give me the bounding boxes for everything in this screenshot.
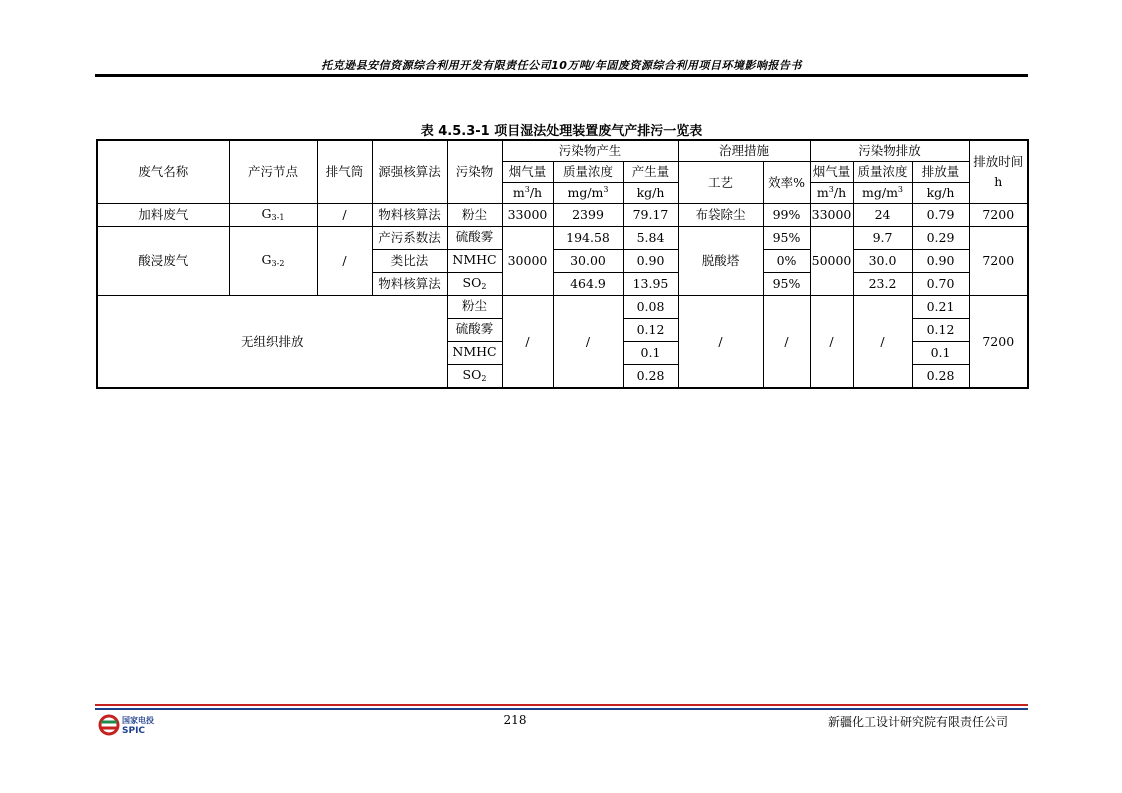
header-treatment: 治理措施 — [678, 140, 810, 162]
table-title: 表 4.5.3-1 项目湿法处理装置废气产排污一览表 — [420, 124, 703, 139]
header-prod-flow-unit: $m^3/h$ — [502, 183, 553, 204]
cell-emi-conc: / — [853, 296, 912, 389]
cell-pollutant: 硫酸雾 — [447, 319, 502, 342]
cell-stack: / — [317, 204, 372, 227]
cell-emi-flow: / — [810, 296, 853, 389]
cell-hours: 7200 — [969, 227, 1028, 296]
cell-prod-amount: 5.84 — [623, 227, 678, 250]
cell-process: 布袋除尘 — [678, 204, 763, 227]
cell-pollutant: 粉尘 — [447, 296, 502, 319]
cell-gas-name: 酸浸废气 — [97, 227, 229, 296]
header-emi-conc: 质量浓度 — [853, 162, 912, 183]
page-number: 218 — [503, 713, 527, 727]
cell-efficiency: 99% — [763, 204, 810, 227]
cell-hours: 7200 — [969, 296, 1028, 389]
cell-prod-amount: 0.90 — [623, 250, 678, 273]
header-emi-flow-unit: $m^3/h$ — [810, 183, 853, 204]
cell-prod-conc: 30.00 — [553, 250, 623, 273]
header-stack: 排气筒 — [317, 140, 372, 204]
cell-prod-amount: 13.95 — [623, 273, 678, 296]
cell-pollutant: SO2 — [447, 273, 502, 296]
cell-prod-amount: 0.28 — [623, 365, 678, 389]
cell-emi-conc: 9.7 — [853, 227, 912, 250]
header-pollutant: 污染物 — [447, 140, 502, 204]
cell-efficiency: 95% — [763, 273, 810, 296]
table-row — [97, 227, 1028, 250]
cell-emi-amount: 0.90 — [912, 250, 969, 273]
cell-emi-amount: 0.29 — [912, 227, 969, 250]
cell-node: G3-2 — [229, 227, 317, 296]
cell-method: 产污系数法 — [372, 227, 447, 250]
cell-method: 物料核算法 — [372, 204, 447, 227]
cell-prod-conc: / — [553, 296, 623, 389]
cell-emi-flow: 50000 — [810, 227, 853, 296]
header-method: 源强核算法 — [372, 140, 447, 204]
cell-prod-amount: 79.17 — [623, 204, 678, 227]
header-row-1 — [97, 140, 1028, 162]
cell-prod-amount: 0.1 — [623, 342, 678, 365]
cell-gas-name: 加料废气 — [97, 204, 229, 227]
cell-pollutant: 粉尘 — [447, 204, 502, 227]
table-row — [97, 296, 1028, 319]
cell-prod-conc: 464.9 — [553, 273, 623, 296]
cell-prod-flow: 33000 — [502, 204, 553, 227]
cell-emi-conc: 24 — [853, 204, 912, 227]
cell-prod-flow: 30000 — [502, 227, 553, 296]
header-emi-flow: 烟气量 — [810, 162, 853, 183]
cell-prod-amount: 0.12 — [623, 319, 678, 342]
table-row — [97, 204, 1028, 227]
cell-pollutant: NMHC — [447, 250, 502, 273]
footer-rule-blue — [95, 708, 1028, 710]
logo-cn-text: 国家电投 — [122, 716, 154, 725]
cell-emi-amount: 0.21 — [912, 296, 969, 319]
header-gas-name: 废气名称 — [97, 140, 229, 204]
header-prod-conc: 质量浓度 — [553, 162, 623, 183]
header-prod-flow: 烟气量 — [502, 162, 553, 183]
cell-emi-amount: 0.70 — [912, 273, 969, 296]
cell-emi-amount: 0.12 — [912, 319, 969, 342]
header-prod-conc-unit: $mg/m^3$ — [553, 183, 623, 204]
cell-efficiency: 0% — [763, 250, 810, 273]
cell-efficiency: 95% — [763, 227, 810, 250]
header-emi-amount-unit: kg/h — [912, 183, 969, 204]
cell-prod-conc: 194.58 — [553, 227, 623, 250]
header-production: 污染物产生 — [502, 140, 678, 162]
emission-table — [96, 139, 1029, 389]
document-header-title: 托克逊县安信资源综合利用开发有限责任公司10万吨/年固废资源综合利用项目环境影响报告书 — [321, 59, 802, 72]
cell-process: 脱酸塔 — [678, 227, 763, 296]
cell-emi-amount: 0.1 — [912, 342, 969, 365]
cell-emi-amount: 0.79 — [912, 204, 969, 227]
header-hours — [969, 140, 1028, 204]
cell-process: / — [678, 296, 763, 389]
header-hours-unit: h — [994, 174, 1003, 189]
spic-logo — [98, 713, 178, 737]
cell-emi-conc: 30.0 — [853, 250, 912, 273]
header-process: 工艺 — [678, 162, 763, 204]
cell-emi-flow: 33000 — [810, 204, 853, 227]
cell-prod-amount: 0.08 — [623, 296, 678, 319]
cell-method: 物料核算法 — [372, 273, 447, 296]
header-emission: 污染物排放 — [810, 140, 969, 162]
cell-prod-conc: 2399 — [553, 204, 623, 227]
cell-stack: / — [317, 227, 372, 296]
cell-method: 类比法 — [372, 250, 447, 273]
company-name: 新疆化工设计研究院有限责任公司 — [827, 715, 1008, 729]
header-node: 产污节点 — [229, 140, 317, 204]
header-prod-amount: 产生量 — [623, 162, 678, 183]
cell-gas-name: 无组织排放 — [97, 296, 447, 389]
cell-prod-flow: / — [502, 296, 553, 389]
header-efficiency: 效率% — [763, 162, 810, 204]
cell-emi-conc: 23.2 — [853, 273, 912, 296]
header-emi-conc-unit: $mg/m^3$ — [853, 183, 912, 204]
header-prod-amount-unit: kg/h — [623, 183, 678, 204]
header-rule — [95, 74, 1028, 77]
logo-en-text: SPIC — [122, 726, 146, 736]
header-emi-amount: 排放量 — [912, 162, 969, 183]
cell-hours: 7200 — [969, 204, 1028, 227]
cell-efficiency: / — [763, 296, 810, 389]
cell-node: G3-1 — [229, 204, 317, 227]
footer-rule-red — [95, 704, 1028, 706]
cell-emi-amount: 0.28 — [912, 365, 969, 389]
cell-pollutant: 硫酸雾 — [447, 227, 502, 250]
cell-pollutant: SO2 — [447, 365, 502, 389]
header-hours-label: 排放时间 — [973, 154, 1024, 169]
cell-pollutant: NMHC — [447, 342, 502, 365]
